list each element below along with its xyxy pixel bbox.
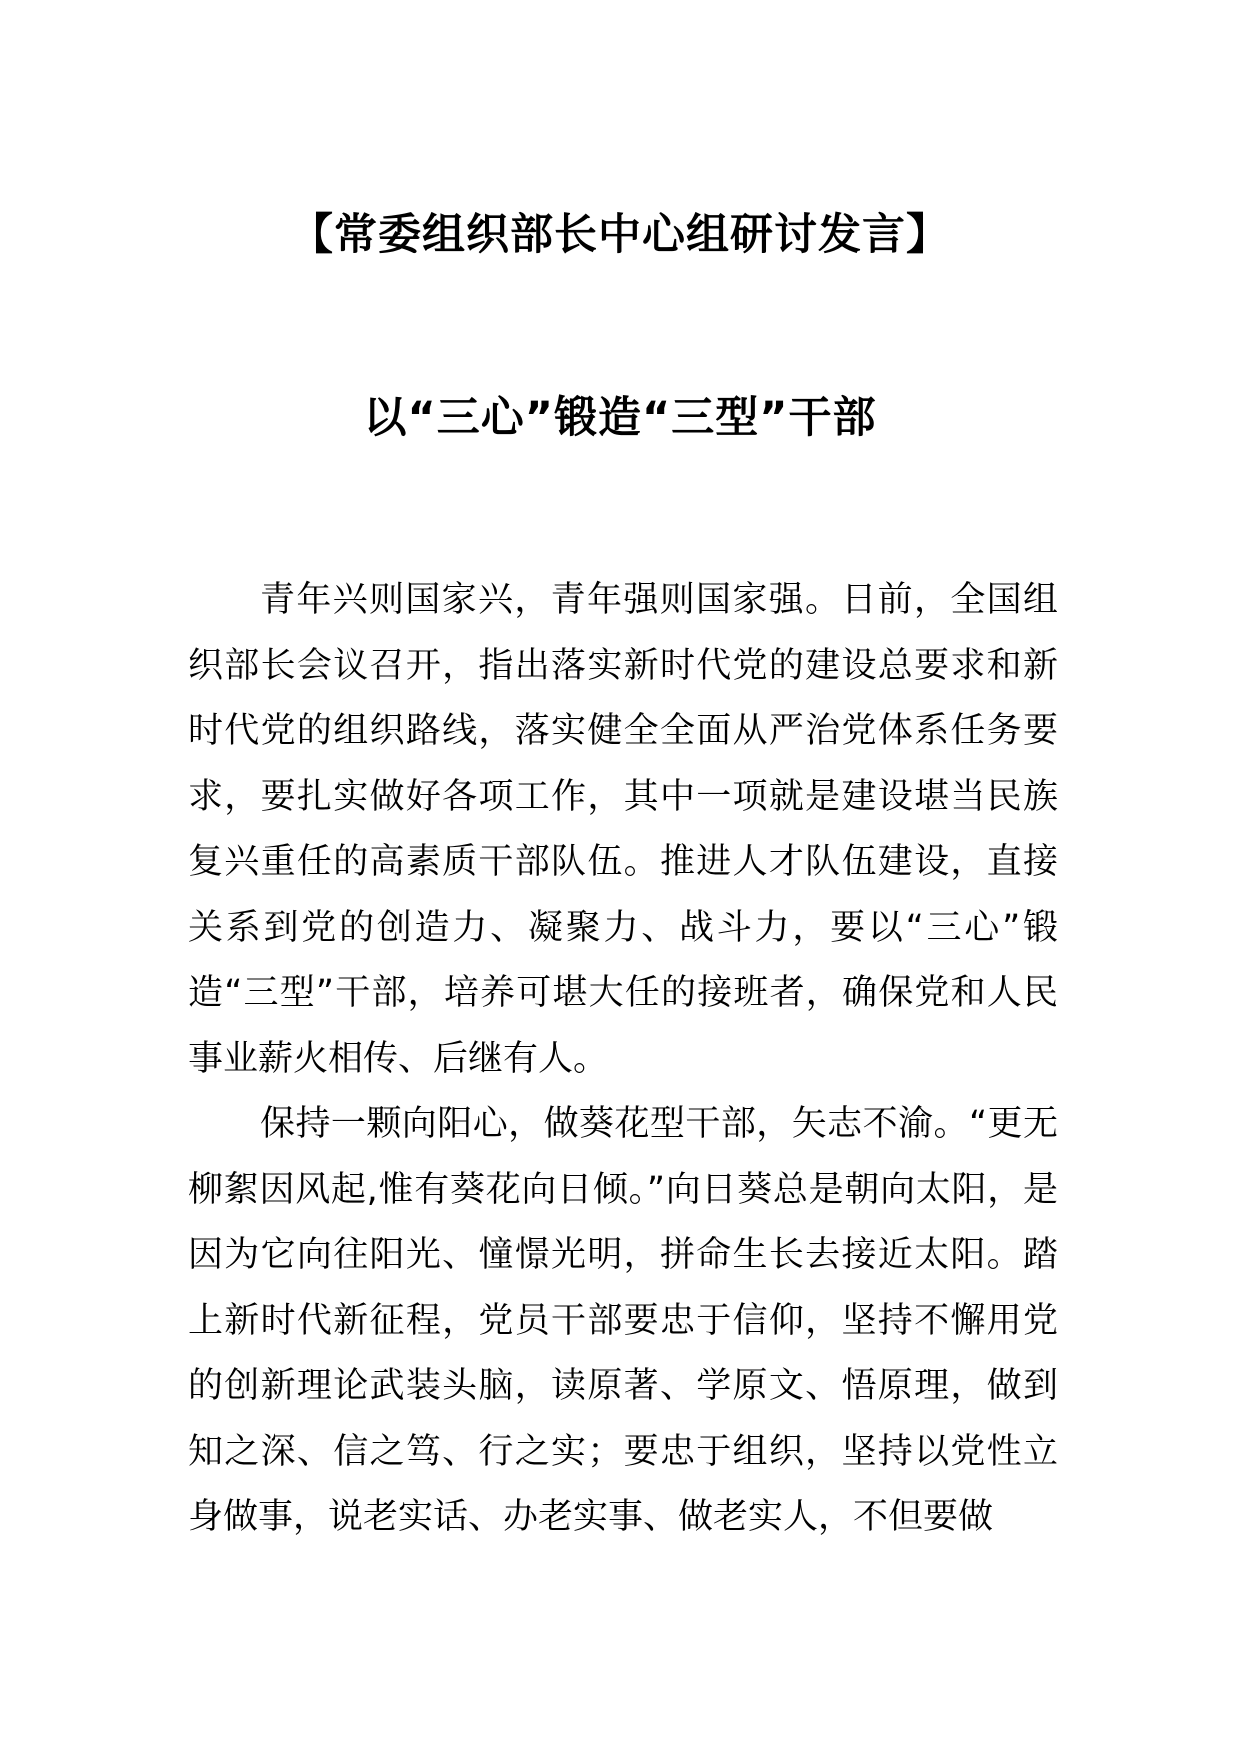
paragraph-1: 青年兴则国家兴，青年强则国家强。日前，全国组织部长会议召开，指出落实新时代党的建设总要求和新时代党的组织路线，落实健全全面从严治党体系任务要求，要扎实做好各项工作，其中一项就是建设堪当民族复兴重任的高素质干部队伍。推进人才队伍建设，直接关系到党的创造力、凝聚力、战斗力，要以“三心”锻造“三型”干部，培养可堪大任的接班者，确保党和人民事业薪火相传、后继有人。 [188,580,1058,1079]
document-title: 以“三心”锻造“三型”干部 [363,393,877,443]
paragraph-2: 保持一颗向阳心，做葵花型干部，矢志不渝。“更无柳絮因风起,惟有葵花向日倾。”向日葵总是朝向太阳，是因为它向往阳光、憧憬光明，拼命生长去接近太阳。踏上新时代新征程，党员干部要忠于信仰，坚持不懈用党的创新理论武装头脑，读原著、学原文、悟原理，做到知之深、信之笃、行之实；要忠于组织，坚持以党性立身做事，说老实话、办老实事、做老实人，不但要做 [188,1104,1058,1537]
document-body [188,568,1058,1551]
document-heading: 【常委组织部长中心组研讨发言】 [290,210,950,260]
